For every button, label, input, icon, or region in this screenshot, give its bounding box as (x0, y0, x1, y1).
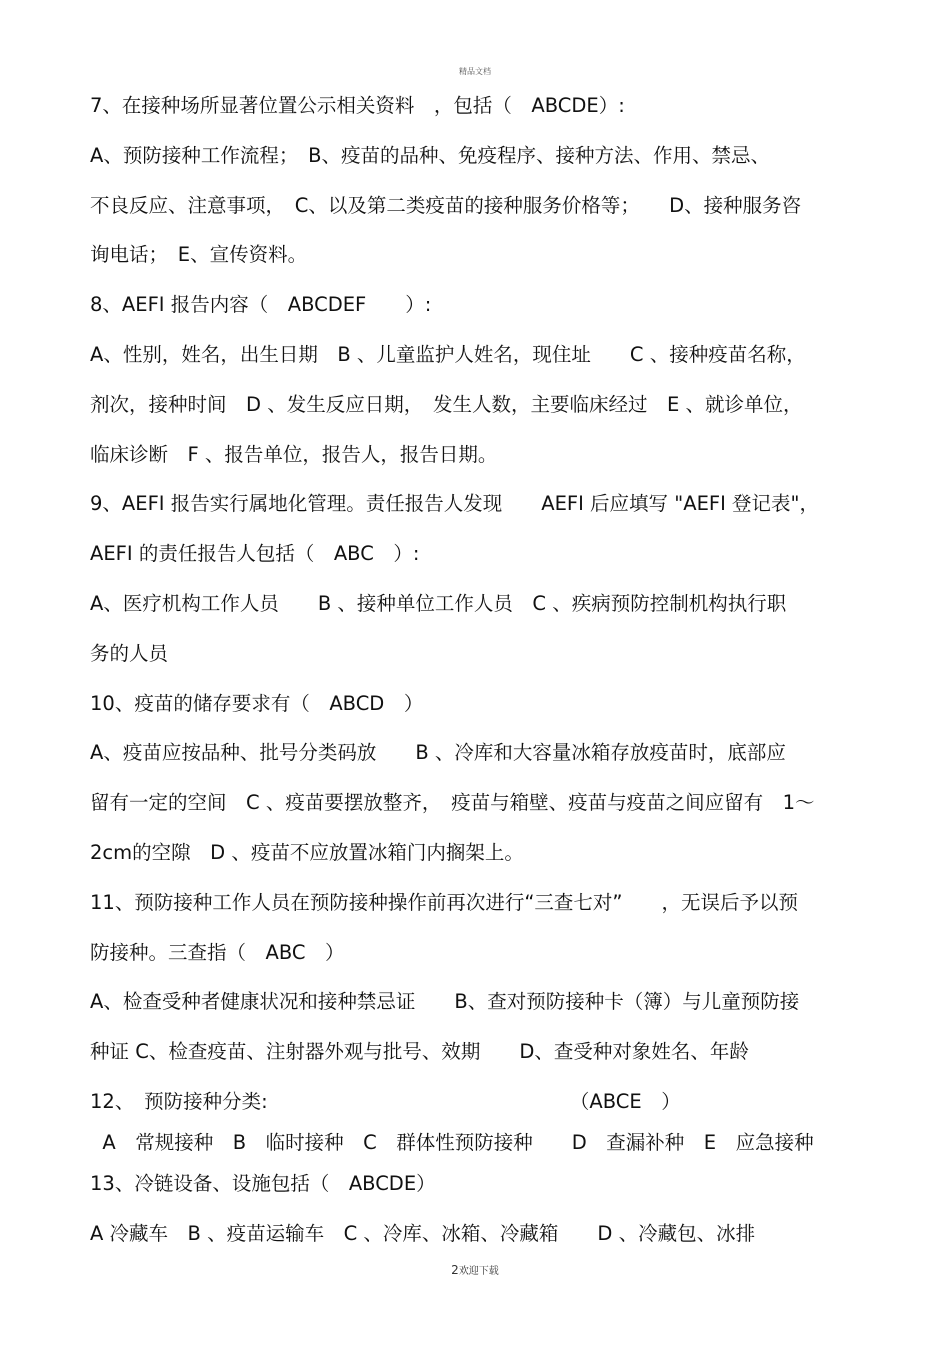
question-7-options: 不良反应、注意事项， C、以及第二类疫苗的接种服务价格等； D、接种服务咨 (90, 193, 802, 217)
question-9-options: A、医疗机构工作人员 B 、接种单位工作人员 C 、疾病预防控制机构执行职 (90, 591, 787, 615)
question-9-title: 9、AEFI 报告实行属地化管理。责任报告人发现 AEFI 后应填写 "AEFI 登记表"， (90, 492, 820, 516)
question-12-title: 12、 预防接种分类: （ABCE ） (90, 1089, 681, 1113)
question-8-options: A、性别，姓名，出生日期 B 、儿童监护人姓名，现住址 C 、接种疫苗名称， (90, 342, 806, 366)
question-13-title: 13、冷链设备、设施包括（ ABCDE） (90, 1171, 436, 1195)
document-body (90, 89, 870, 1267)
page-number: 2 (451, 1263, 459, 1277)
question-10-options: 留有一定的空间 C 、疫苗要摆放整齐， 疫苗与箱壁、疫苗与疫苗之间应留有 1～ (90, 791, 815, 815)
question-8-options: 临床诊断 F 、报告单位，报告人，报告日期。 (90, 442, 498, 466)
footer-text: 欢迎下载 (458, 1266, 499, 1277)
question-7-options: 询电话； E、宣传资料。 (90, 243, 308, 267)
question-12-options: A 常规接种 B 临时接种 C 群体性预防接种 D 查漏补种 E 应急接种 (90, 1130, 814, 1154)
question-8-title: 8、AEFI 报告内容（ ABCDEF ）: (90, 293, 432, 317)
page-footer (0, 1262, 950, 1277)
question-11-title: 防接种。三查指（ ABC ） (90, 940, 345, 964)
question-11-title: 11、预防接种工作人员在预防接种操作前再次进行“三查七对” ，无误后予以预 (90, 890, 799, 914)
question-7-title: 7、在接种场所显著位置公示相关资料 ，包括（ ABCDE）: (90, 94, 625, 117)
page-header: 精品文档 (459, 67, 491, 76)
question-11-options: A、检查受种者健康状况和接种禁忌证 B、查对预防接种卡（簿）与儿童预防接 (90, 990, 800, 1014)
question-10-title: 10、疫苗的储存要求有（ ABCD ） (90, 691, 424, 715)
question-10-options: 2cm的空隙 D 、疫苗不应放置冰箱门内搁架上。 (90, 840, 524, 864)
question-10-options: A、疫苗应按品种、批号分类码放 B 、冷库和大容量冰箱存放疫苗时，底部应 (90, 741, 786, 765)
question-8-options: 剂次，接种时间 D 、发生反应日期， 发生人数，主要临床经过 E 、就诊单位， (90, 392, 803, 416)
question-13-options: A 冷藏车 B 、疫苗运输车 C 、冷库、冰箱、冷藏箱 D 、冷藏包、冰排 (90, 1221, 756, 1245)
question-9-options: 务的人员 (90, 641, 169, 665)
question-7-options: A、预防接种工作流程； B、疫苗的品种、免疫程序、接种方法、作用、禁忌、 (90, 143, 770, 167)
question-9-title: AEFI 的责任报告人包括（ ABC ）: (90, 542, 420, 566)
question-11-options: 种证 C、检查疫苗、注射器外观与批号、效期 D、查受种对象姓名、年龄 (90, 1040, 749, 1064)
